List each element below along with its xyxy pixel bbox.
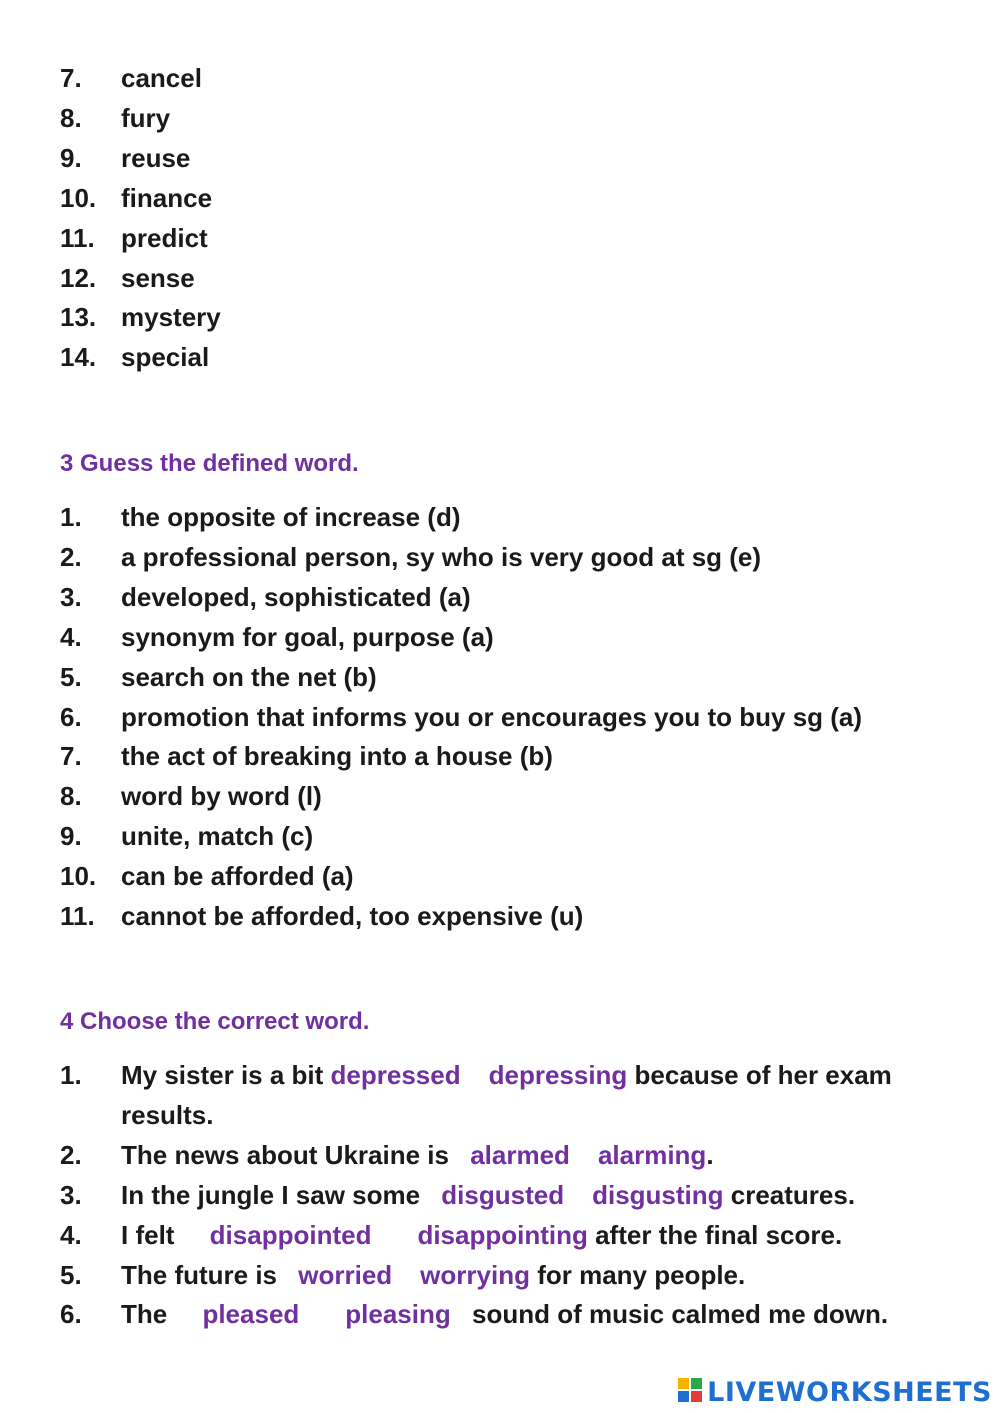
item-number: 12. (60, 262, 97, 293)
item-number: 10. (60, 182, 97, 213)
list-item (60, 658, 862, 698)
item-text: developed, sophisticated (a) (121, 581, 471, 612)
list-item (60, 338, 221, 378)
item-text: word by word (l) (121, 781, 322, 812)
list-item (60, 897, 862, 937)
choice-option-1[interactable]: disgusted (441, 1179, 565, 1210)
item-number: 1. (60, 502, 82, 532)
item-number: 5. (60, 661, 82, 692)
list-item (60, 298, 221, 338)
item-text: reuse (121, 142, 191, 173)
list-item (60, 538, 862, 578)
item-text: a professional person, sy who is very good at sg (e) (121, 541, 762, 572)
sentence-after: . (706, 1139, 714, 1170)
sentence-before: The future is (121, 1259, 285, 1290)
item-text: fury (121, 102, 171, 133)
section3-list (60, 498, 862, 937)
list-item (60, 857, 862, 897)
item-text: can be afforded (a) (121, 861, 354, 892)
item-number: 11. (60, 222, 95, 253)
list-item (60, 99, 221, 139)
sentence-before: I felt (121, 1219, 182, 1250)
item-number: 8. (60, 102, 82, 133)
list-item (60, 1295, 911, 1335)
item-text: special (121, 342, 210, 373)
item-text: the opposite of increase (d) (121, 502, 461, 532)
item-number: 1. (60, 1060, 82, 1090)
choice-option-2[interactable]: disgusting (592, 1179, 724, 1210)
item-number: 9. (60, 142, 82, 173)
list-item (60, 1136, 911, 1176)
list-item (60, 139, 221, 179)
list-item (60, 219, 221, 259)
list-item (60, 618, 862, 658)
sentence-before: My sister is a bit (121, 1060, 331, 1090)
section3-heading: 3 Guess the defined word. (60, 450, 359, 477)
choice-option-2[interactable]: depressing (488, 1060, 628, 1090)
item-number: 11. (60, 901, 95, 932)
choice-option-1[interactable]: alarmed (470, 1139, 570, 1170)
item-number: 7. (60, 741, 82, 772)
choice-option-2[interactable]: worrying (420, 1259, 530, 1290)
sentence-before: In the jungle I saw some (121, 1179, 428, 1210)
list-item (60, 1216, 911, 1256)
item-number: 14. (60, 342, 97, 373)
sentence-before: The news about Ukraine is (121, 1139, 457, 1170)
section4-heading: 4 Choose the correct word. (60, 1008, 370, 1035)
list-item (60, 817, 862, 857)
item-number: 5. (60, 1259, 82, 1290)
list-item (60, 59, 221, 99)
liveworksheets-logo-icon (677, 1377, 703, 1408)
item-number: 3. (60, 581, 82, 612)
section4-list (60, 1056, 911, 1335)
item-number: 13. (60, 302, 97, 333)
list-item (60, 498, 862, 538)
item-text: predict (121, 222, 208, 253)
item-text: cancel (121, 63, 202, 93)
choice-option-2[interactable]: pleasing (345, 1299, 451, 1330)
item-number: 9. (60, 821, 82, 852)
liveworksheets-brand (677, 1374, 992, 1410)
item-number: 3. (60, 1179, 82, 1210)
item-text: the act of breaking into a house (b) (121, 741, 553, 772)
item-number: 2. (60, 1139, 82, 1170)
list-item (60, 737, 862, 777)
list-item (60, 698, 862, 738)
item-text: finance (121, 182, 213, 213)
list-item (60, 179, 221, 219)
choice-option-1[interactable]: pleased (202, 1299, 300, 1330)
item-number: 4. (60, 621, 82, 652)
list-item (60, 1056, 911, 1136)
list-item (60, 578, 862, 618)
choice-option-1[interactable]: worried (298, 1259, 393, 1290)
item-text: mystery (121, 302, 221, 333)
item-number: 4. (60, 1219, 82, 1250)
item-number: 2. (60, 541, 82, 572)
sentence-after: after the final score. (587, 1219, 843, 1250)
item-text: search on the net (b) (121, 661, 377, 692)
list-item (60, 1256, 911, 1296)
choice-option-2[interactable]: alarming (597, 1139, 707, 1170)
item-number: 10. (60, 861, 97, 892)
choice-option-2[interactable]: disappointing (417, 1219, 588, 1250)
list-item (60, 259, 221, 299)
item-number: 6. (60, 1299, 82, 1330)
list-item (60, 777, 862, 817)
sentence-before: The (121, 1299, 175, 1330)
item-number: 7. (60, 63, 82, 93)
item-text: promotion that informs you or encourages you to buy sg (a) (121, 701, 863, 732)
item-text: sense (121, 262, 195, 293)
section2-list (60, 59, 221, 378)
item-text: cannot be afforded, too expensive (u) (121, 901, 584, 932)
sentence-after: sound of music calmed me down. (464, 1299, 889, 1330)
choice-option-1[interactable]: depressed (330, 1060, 461, 1090)
item-text: synonym for goal, purpose (a) (121, 621, 494, 652)
list-item (60, 1176, 911, 1216)
sentence-after: because of her exam results. (121, 1060, 892, 1130)
item-number: 6. (60, 701, 82, 732)
brand-name: LIVEWORKSHEETS (707, 1376, 992, 1408)
sentence-after: creatures. (723, 1179, 856, 1210)
choice-option-1[interactable]: disappointed (209, 1219, 372, 1250)
item-text: unite, match (c) (121, 821, 314, 852)
item-number: 8. (60, 781, 82, 812)
sentence-after: for many people. (529, 1259, 746, 1290)
